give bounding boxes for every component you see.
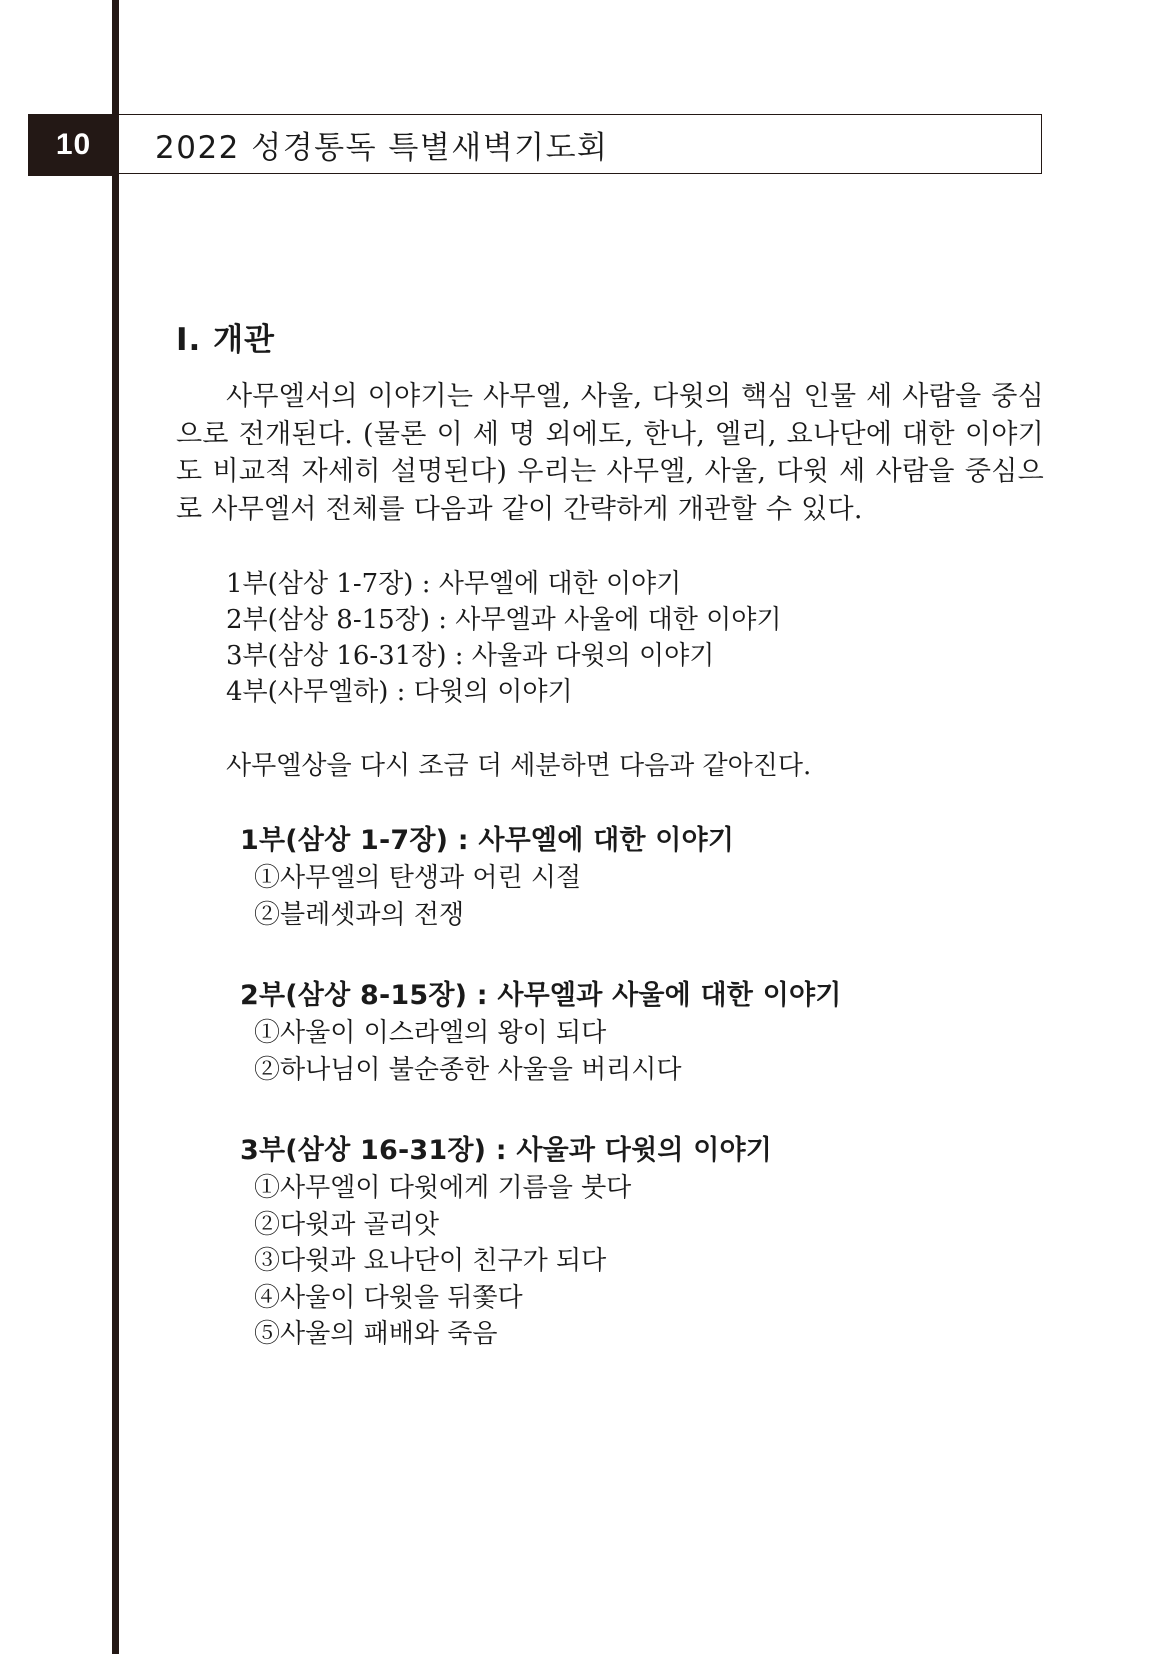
part-item: ②블레셋과의 전쟁 bbox=[254, 899, 465, 930]
running-header bbox=[119, 114, 1042, 174]
page-number-text: 10 bbox=[55, 128, 92, 161]
outline-item: 1부(삼상 1-7장) : 사무엘에 대한 이야기 bbox=[226, 569, 682, 599]
intro-paragraph: 사무엘서의 이야기는 사무엘, 사울, 다윗의 핵심 인물 세 사람을 중심으로 전개된다. (물론 이 세 명 외에도, 한나, 엘리, 요나단에 대한 이야기도 비교적 자세히 설명된다) 우리는 사무엘, 사울, 다윗 세 사람을 중심으로 사무엘서 전체를 다음과 같이 간략하게 개관할 수 있다. bbox=[176, 381, 1044, 525]
page-spine-bar bbox=[112, 0, 119, 1654]
part-item: ③다윗과 요나단이 친구가 되다 bbox=[254, 1246, 607, 1276]
part-title: 3부(삼상 16-31장) : 사울과 다윗의 이야기 bbox=[240, 1135, 773, 1166]
part-item: ④사울이 다윗을 뒤쫓다 bbox=[254, 1282, 523, 1313]
part-item: ①사울이 이스라엘의 왕이 되다 bbox=[254, 1018, 607, 1048]
section-heading: I. 개관 bbox=[176, 322, 275, 358]
part-item: ⑤사울의 패배와 죽음 bbox=[254, 1319, 498, 1349]
part-item: ①사무엘이 다윗에게 기름을 붓다 bbox=[254, 1173, 632, 1203]
part-item-list bbox=[240, 860, 1044, 933]
outline-list bbox=[226, 566, 1044, 710]
main-content bbox=[176, 318, 1044, 1353]
part-item: ②다윗과 골리앗 bbox=[254, 1209, 439, 1240]
part-item: ①사무엘의 탄생과 어린 시절 bbox=[254, 863, 582, 893]
part-item: ②하나님이 불순종한 사울을 버리시다 bbox=[254, 1054, 682, 1085]
part-title: 1부(삼상 1-7장) : 사무엘에 대한 이야기 bbox=[240, 825, 735, 856]
outline-item: 3부(삼상 16-31장) : 사울과 다윗의 이야기 bbox=[226, 641, 715, 671]
part-block-3 bbox=[240, 1132, 1044, 1353]
part-title: 2부(삼상 8-15장) : 사무엘과 사울에 대한 이야기 bbox=[240, 980, 842, 1011]
part-item-list bbox=[240, 1170, 1044, 1353]
part-item-list bbox=[240, 1015, 1044, 1088]
part-block-1 bbox=[240, 822, 1044, 933]
part-block-2 bbox=[240, 977, 1044, 1088]
outline-item: 4부(사무엘하) : 다윗의 이야기 bbox=[226, 677, 573, 707]
subdivide-sentence: 사무엘상을 다시 조금 더 세분하면 다음과 같아진다. bbox=[226, 751, 812, 781]
running-header-title: 2022 성경통독 특별새벽기도회 bbox=[155, 129, 609, 166]
outline-item: 2부(삼상 8-15장) : 사무엘과 사울에 대한 이야기 bbox=[226, 605, 782, 635]
page-number bbox=[28, 114, 119, 176]
